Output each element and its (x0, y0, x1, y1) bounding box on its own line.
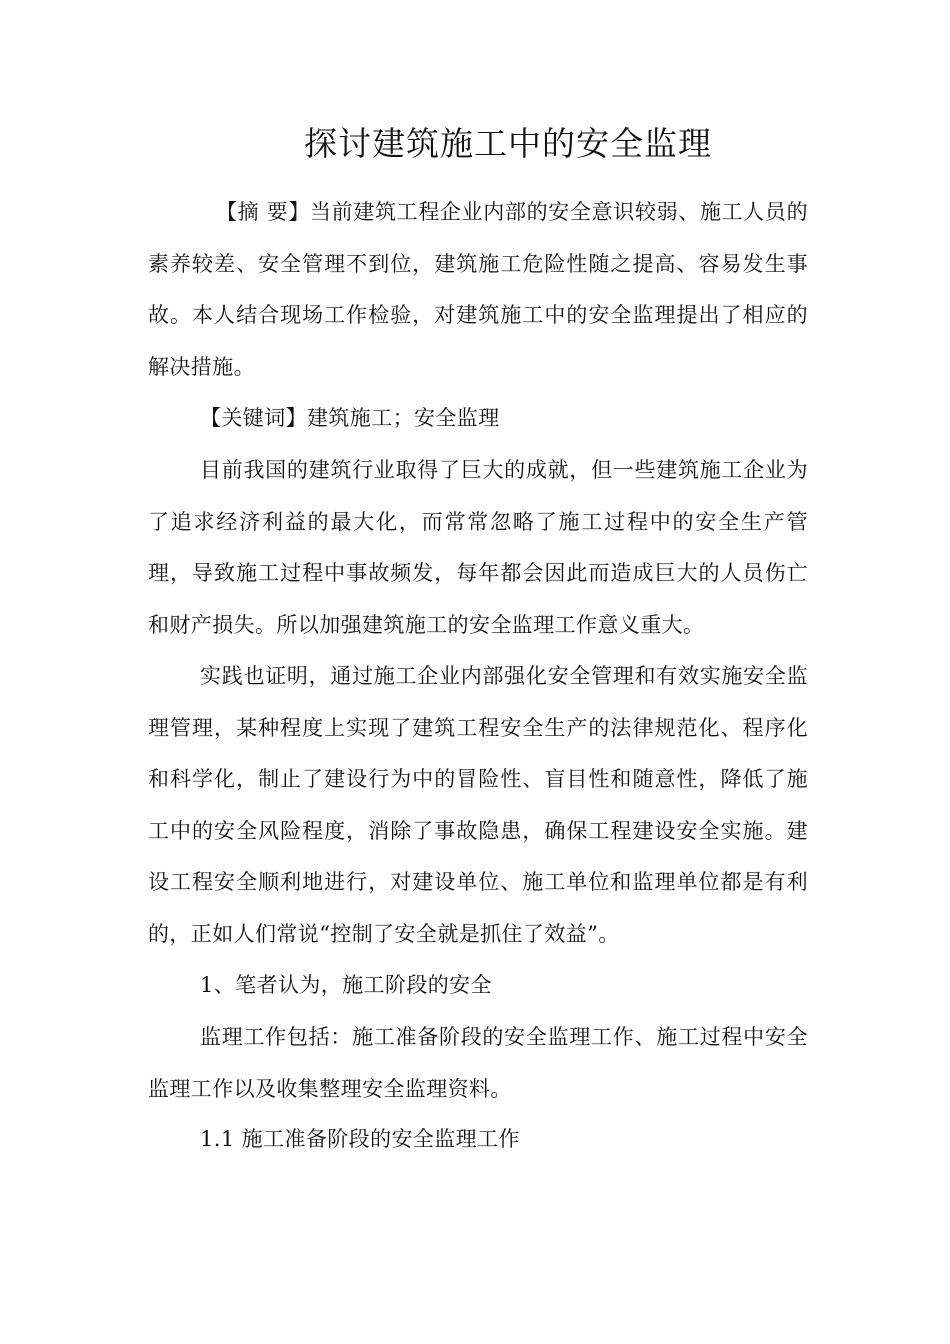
body-paragraph-2: 实践也证明，通过施工企业内部强化安全管理和有效实施安全监理管理，某种程度上实现了建筑工程安全生产的法律规范化、程序化和科学化，制止了建设行为中的冒险性、盲目性和随意性，降低了施工中的安全风险程度，消除了事故隐患，确保工程建设安全实施。建设工程安全顺利地进行，对建设单位、施工单位和监理单位都是有利的，正如人们常说“控制了安全就是抓住了效益”。 (148, 664, 808, 946)
section-1-heading: 1、笔者认为，施工阶段的安全 (200, 973, 492, 997)
document-title: 探讨建筑施工中的安全监理 (304, 124, 712, 163)
abstract-paragraph: 【摘 要】当前建筑工程企业内部的安全意识较弱、施工人员的素养较差、安全管理不到位，建筑施工危险性随之提高、容易发生事故。本人结合现场工作检验，对建筑施工中的安全监理提出了相应的解决措施。 (148, 200, 808, 379)
section-1-1-heading: 1.1 施工准备阶段的安全监理工作 (200, 1127, 520, 1151)
keywords-line: 【关键词】建筑施工；安全监理 (200, 406, 500, 430)
section-1-body: 监理工作包括：施工准备阶段的安全监理工作、施工过程中安全监理工作以及收集整理安全监理资料。 (148, 1025, 808, 1101)
body-paragraph-1: 目前我国的建筑行业取得了巨大的成就，但一些建筑施工企业为了追求经济利益的最大化，而常常忽略了施工过程中的安全生产管理，导致施工过程中事故频发，每年都会因此而造成巨大的人员伤亡和财产损失。所以加强建筑施工的安全监理工作意义重大。 (148, 458, 808, 637)
